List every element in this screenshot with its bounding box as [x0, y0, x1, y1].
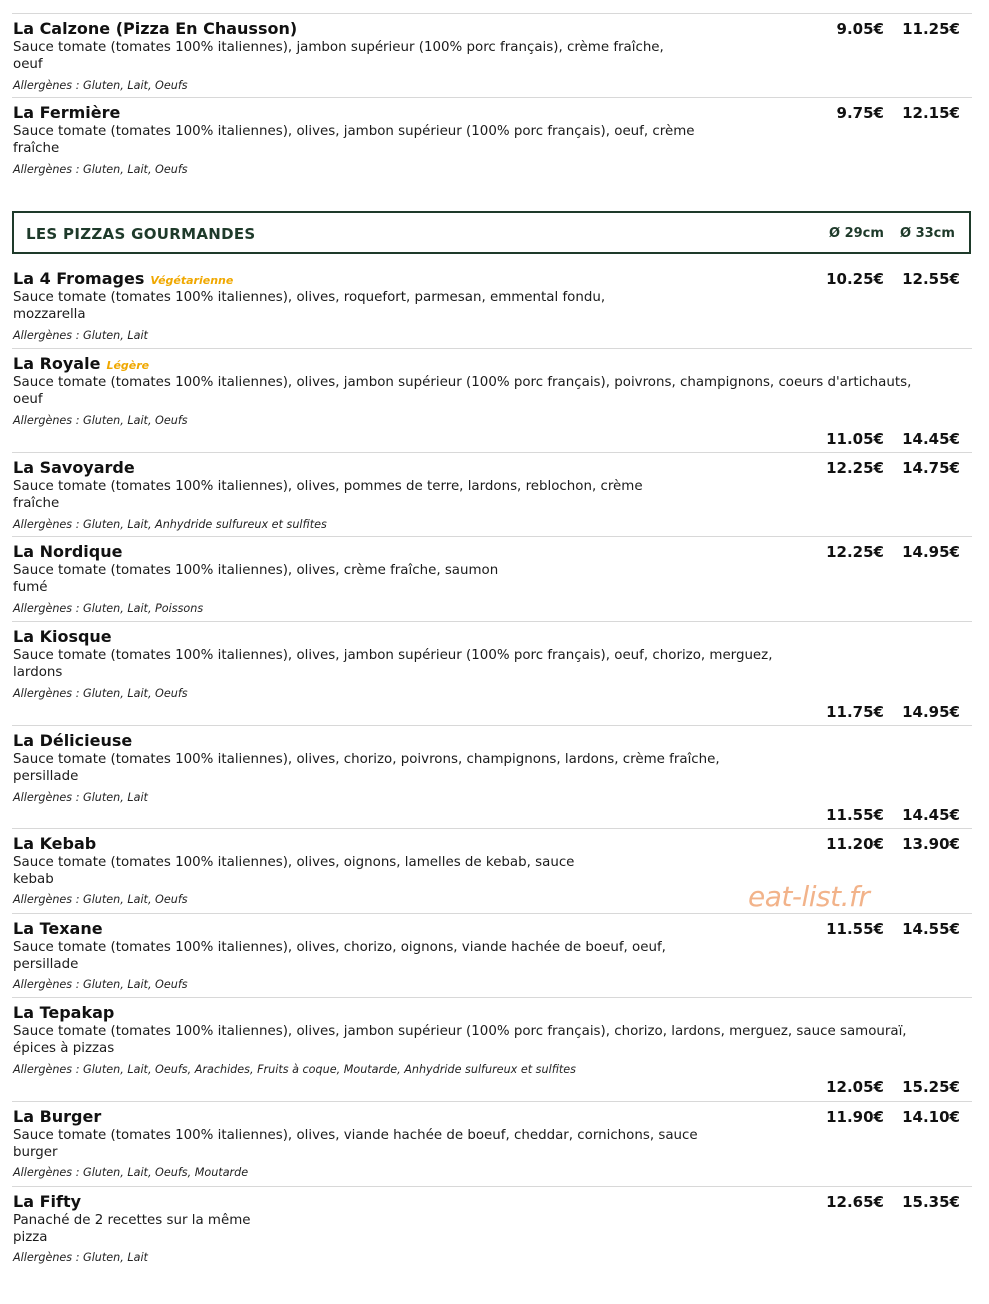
- item-tag: Légère: [106, 359, 150, 372]
- price-29cm: 11.05€: [826, 430, 884, 448]
- allergens: Allergènes : Gluten, Lait, Poissons: [13, 602, 204, 615]
- menu-item: [12, 621, 972, 725]
- price-29cm: 10.25€: [826, 270, 884, 288]
- item-name: La Calzone (Pizza En Chausson): [13, 19, 298, 38]
- item-name: La Texane: [13, 919, 103, 938]
- description-line: lardons: [13, 665, 63, 680]
- price-29cm: 11.90€: [826, 1108, 884, 1126]
- allergens: Allergènes : Gluten, Lait, Oeufs: [13, 893, 188, 906]
- allergens: Allergènes : Gluten, Lait, Oeufs: [13, 687, 188, 700]
- price-29cm: 11.55€: [826, 806, 884, 824]
- item-name: [13, 269, 233, 288]
- item-name: [13, 354, 149, 373]
- allergens: Allergènes : Gluten, Lait, Anhydride sulfureux et sulfites: [13, 518, 327, 531]
- price-33cm: 14.55€: [902, 920, 960, 938]
- item-name: La Tepakap: [13, 1003, 115, 1022]
- menu-item: [12, 348, 972, 452]
- price-33cm: 12.15€: [902, 104, 960, 122]
- price-33cm: 14.95€: [902, 703, 960, 721]
- section-title: LES PIZZAS GOURMANDES: [26, 225, 256, 243]
- description-line: épices à pizzas: [13, 1041, 115, 1056]
- item-name: La Nordique: [13, 542, 123, 561]
- description-line: Sauce tomate (tomates 100% italiennes), olives, viande hachée de boeuf, cheddar, cornichons, sauce: [13, 1128, 698, 1143]
- description-line: kebab: [13, 872, 54, 887]
- item-description: [13, 1212, 250, 1246]
- item-tag: Végétarienne: [150, 274, 234, 287]
- price-29cm: 12.05€: [826, 1078, 884, 1096]
- description-line: persillade: [13, 769, 79, 784]
- menu-item: [12, 264, 972, 348]
- item-description: [13, 39, 664, 73]
- allergens: Allergènes : Gluten, Lait: [13, 329, 148, 342]
- allergens: Allergènes : Gluten, Lait, Oeufs, Arachides, Fruits à coque, Moutarde, Anhydride sulfureux et sulfites: [13, 1063, 577, 1076]
- description-line: Panaché de 2 recettes sur la même: [13, 1213, 251, 1228]
- item-description: [13, 289, 605, 323]
- price-29cm: 11.20€: [826, 835, 884, 853]
- menu-item: [12, 452, 972, 536]
- size-large-label: Ø 33cm: [900, 226, 955, 241]
- menu-item: [12, 97, 972, 187]
- description-line: Sauce tomate (tomates 100% italiennes), olives, jambon supérieur (100% porc français), chorizo, lardons, merguez, sauce samouraï,: [13, 1024, 907, 1039]
- item-name-text: La Royale: [13, 354, 101, 373]
- menu-item: [12, 913, 972, 997]
- item-description: [13, 751, 720, 785]
- description-line: Sauce tomate (tomates 100% italiennes), olives, crème fraîche, saumon: [13, 563, 499, 578]
- allergens: Allergènes : Gluten, Lait, Oeufs: [13, 163, 188, 176]
- item-description: [13, 1023, 907, 1057]
- price-29cm: 9.75€: [836, 104, 884, 122]
- menu-item: [12, 1101, 972, 1186]
- price-33cm: 15.25€: [902, 1078, 960, 1096]
- price-33cm: 14.95€: [902, 543, 960, 561]
- description-line: oeuf: [13, 392, 43, 407]
- item-description: [13, 854, 574, 888]
- allergens: Allergènes : Gluten, Lait, Oeufs: [13, 79, 188, 92]
- price-29cm: 9.05€: [836, 20, 884, 38]
- item-name: La Savoyarde: [13, 458, 135, 477]
- description-line: burger: [13, 1145, 58, 1160]
- price-33cm: 12.55€: [902, 270, 960, 288]
- item-description: [13, 123, 695, 157]
- price-29cm: 11.55€: [826, 920, 884, 938]
- watermark: eat-list.fr: [748, 880, 870, 913]
- description-line: pizza: [13, 1230, 48, 1245]
- item-name: La Kebab: [13, 834, 97, 853]
- description-line: Sauce tomate (tomates 100% italiennes), olives, pommes de terre, lardons, reblochon, crème: [13, 479, 643, 494]
- description-line: Sauce tomate (tomates 100% italiennes), olives, jambon supérieur (100% porc français), oeuf, crème: [13, 124, 695, 139]
- item-name: La Délicieuse: [13, 731, 133, 750]
- item-name: La Kiosque: [13, 627, 112, 646]
- item-description: [13, 647, 772, 681]
- price-33cm: 14.75€: [902, 459, 960, 477]
- item-name: La Fifty: [13, 1192, 82, 1211]
- description-line: Sauce tomate (tomates 100% italiennes), olives, oignons, lamelles de kebab, sauce: [13, 855, 575, 870]
- description-line: fraîche: [13, 141, 60, 156]
- description-line: mozzarella: [13, 307, 86, 322]
- description-line: persillade: [13, 957, 79, 972]
- menu-item: [12, 725, 972, 828]
- description-line: Sauce tomate (tomates 100% italiennes), jambon supérieur (100% porc français), crème fraîche,: [13, 40, 664, 55]
- allergens: Allergènes : Gluten, Lait, Oeufs, Moutarde: [13, 1166, 249, 1179]
- description-line: oeuf: [13, 57, 43, 72]
- menu-item: [12, 997, 972, 1101]
- item-description: [13, 939, 666, 973]
- price-29cm: 11.75€: [826, 703, 884, 721]
- menu-item: [12, 13, 972, 97]
- price-29cm: 12.65€: [826, 1193, 884, 1211]
- price-33cm: 14.45€: [902, 806, 960, 824]
- section-header: [12, 211, 971, 254]
- description-line: Sauce tomate (tomates 100% italiennes), olives, jambon supérieur (100% porc français), poivrons, champignons, coeurs d'artichauts,: [13, 375, 912, 390]
- size-small-label: Ø 29cm: [829, 226, 884, 241]
- menu-item: [12, 1186, 972, 1276]
- allergens: Allergènes : Gluten, Lait: [13, 791, 148, 804]
- description-line: Sauce tomate (tomates 100% italiennes), olives, jambon supérieur (100% porc français), oeuf, chorizo, merguez,: [13, 648, 773, 663]
- item-description: [13, 374, 911, 408]
- item-description: [13, 478, 643, 512]
- allergens: Allergènes : Gluten, Lait: [13, 1251, 148, 1264]
- item-description: [13, 1127, 698, 1161]
- item-name: La Burger: [13, 1107, 102, 1126]
- price-33cm: 14.10€: [902, 1108, 960, 1126]
- item-description: [13, 562, 498, 596]
- description-line: fraîche: [13, 496, 60, 511]
- item-name-text: La 4 Fromages: [13, 269, 145, 288]
- description-line: Sauce tomate (tomates 100% italiennes), olives, roquefort, parmesan, emmental fondu,: [13, 290, 606, 305]
- price-33cm: 11.25€: [902, 20, 960, 38]
- description-line: fumé: [13, 580, 48, 595]
- allergens: Allergènes : Gluten, Lait, Oeufs: [13, 414, 188, 427]
- price-29cm: 12.25€: [826, 459, 884, 477]
- price-33cm: 13.90€: [902, 835, 960, 853]
- menu-item: [12, 536, 972, 621]
- description-line: Sauce tomate (tomates 100% italiennes), olives, chorizo, poivrons, champignons, lardons, crème fraîche,: [13, 752, 720, 767]
- item-name: La Fermière: [13, 103, 121, 122]
- price-29cm: 12.25€: [826, 543, 884, 561]
- description-line: Sauce tomate (tomates 100% italiennes), olives, chorizo, oignons, viande hachée de boeuf, oeuf,: [13, 940, 666, 955]
- allergens: Allergènes : Gluten, Lait, Oeufs: [13, 978, 188, 991]
- price-33cm: 14.45€: [902, 430, 960, 448]
- price-33cm: 15.35€: [902, 1193, 960, 1211]
